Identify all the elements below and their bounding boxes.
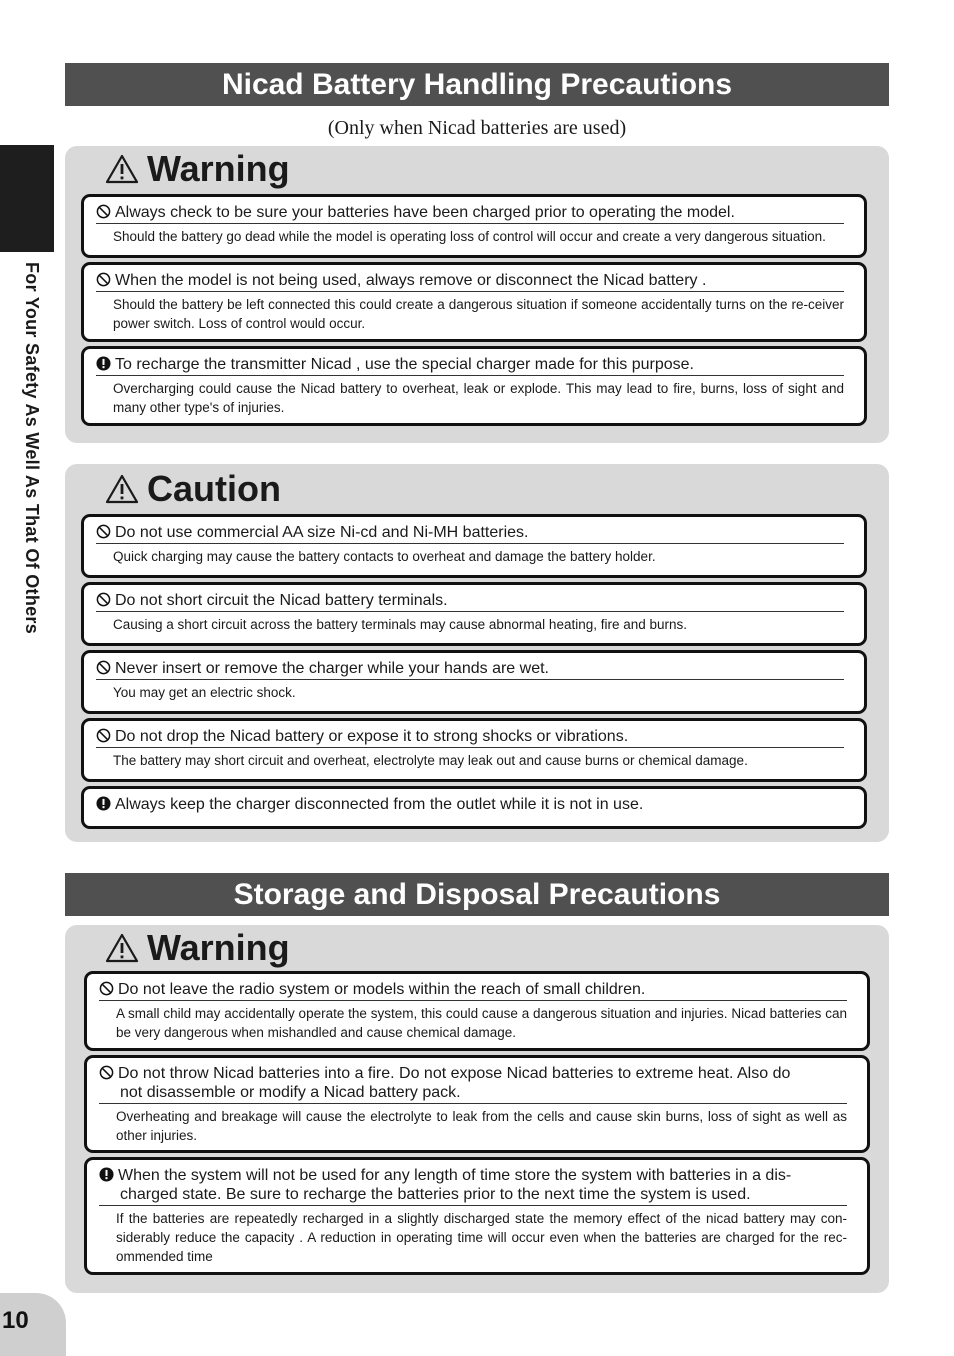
prohibited-icon xyxy=(96,524,111,539)
mandatory-icon xyxy=(96,356,111,371)
side-tab-marker xyxy=(0,145,54,252)
storage-section-header: Storage and Disposal Precautions xyxy=(65,873,889,916)
nicad-warning-title: Warning xyxy=(105,148,290,190)
nicad-section-header: Nicad Battery Handling Precautions xyxy=(65,63,889,106)
nicad-caution-item-1: Do not use commercial AA size Ni-cd and Ni-MH batteries. Quick charging may cause the battery contacts to overheat and damage the battery holder. xyxy=(81,514,867,578)
prohibited-icon xyxy=(96,592,111,607)
mandatory-icon xyxy=(96,796,111,811)
nicad-section-subtitle: (Only when Nicad batteries are used) xyxy=(327,117,627,139)
storage-warning-panel xyxy=(65,925,889,1293)
warning-triangle-icon xyxy=(105,474,139,504)
mandatory-icon xyxy=(99,1167,114,1182)
prohibited-icon xyxy=(96,660,111,675)
nicad-warning-item-2: When the model is not being used, always remove or disconnect the Nicad battery . Should the battery be left connected this could create a dangerous situation if someone accidentally turns on the re-ceiver power switch. Loss of control would occur. xyxy=(81,262,867,342)
prohibited-icon xyxy=(99,1065,114,1080)
nicad-caution-panel xyxy=(65,464,889,842)
page-number: 10 xyxy=(2,1307,29,1334)
nicad-caution-title: Caution xyxy=(105,468,281,510)
storage-warning-item-2: Do not throw Nicad batteries into a fire. Do not expose Nicad batteries to extreme heat. Also do not disassemble or modify a Nicad battery pack. Overheating and breakage will cause the electrolyte to leak from the cells and cause skin burns, loss of sight as well as other injuries. xyxy=(84,1055,870,1153)
page-number-tab xyxy=(0,1293,66,1356)
warning-triangle-icon xyxy=(105,933,139,963)
storage-warning-item-3: When the system will not be used for any length of time store the system with batteries in a dis- charged state. Be sure to recharge the batteries prior to the next time the system is used. If the batteries are repeatedly recharged in a slightly discharged state the memory effect of the nicad battery may con-siderably reduce the capacity . A reduction in operating time will occur even when the batteries are charged for the rec-ommended time xyxy=(84,1157,870,1275)
prohibited-icon xyxy=(96,204,111,219)
storage-warning-title: Warning xyxy=(105,927,290,969)
sidebar-label: For Your Safety As Well As That Of Others xyxy=(22,262,42,635)
nicad-caution-item-2: Do not short circuit the Nicad battery terminals. Causing a short circuit across the battery terminals may cause abnormal heating, fire and burns. xyxy=(81,582,867,646)
nicad-caution-item-3: Never insert or remove the charger while your hands are wet. You may get an electric shock. xyxy=(81,650,867,714)
nicad-warning-item-1: Always check to be sure your batteries have been charged prior to operating the model. Should the battery go dead while the model is operating loss of control will occur and create a very dangerous situation. xyxy=(81,194,867,258)
nicad-caution-item-5: Always keep the charger disconnected from the outlet while it is not in use. xyxy=(81,786,867,829)
nicad-warning-item-3: To recharge the transmitter Nicad , use the special charger made for this purpose. Overcharging could cause the Nicad battery to overheat, leak or explode. This may lead to fire, burns, loss of sight and many other type's of injuries. xyxy=(81,346,867,426)
storage-warning-item-1: Do not leave the radio system or models within the reach of small children. A small child may accidentally operate the system, this could cause a dangerous situation and injuries. Nicad batteries can be very dangerous when mishandled and cause chemical damage. xyxy=(84,971,870,1051)
warning-triangle-icon xyxy=(105,154,139,184)
nicad-warning-panel xyxy=(65,146,889,443)
prohibited-icon xyxy=(96,272,111,287)
nicad-caution-item-4: Do not drop the Nicad battery or expose it to strong shocks or vibrations. The battery may short circuit and overheat, electrolyte may leak out and cause burns or chemical damage. xyxy=(81,718,867,782)
prohibited-icon xyxy=(99,981,114,996)
prohibited-icon xyxy=(96,728,111,743)
